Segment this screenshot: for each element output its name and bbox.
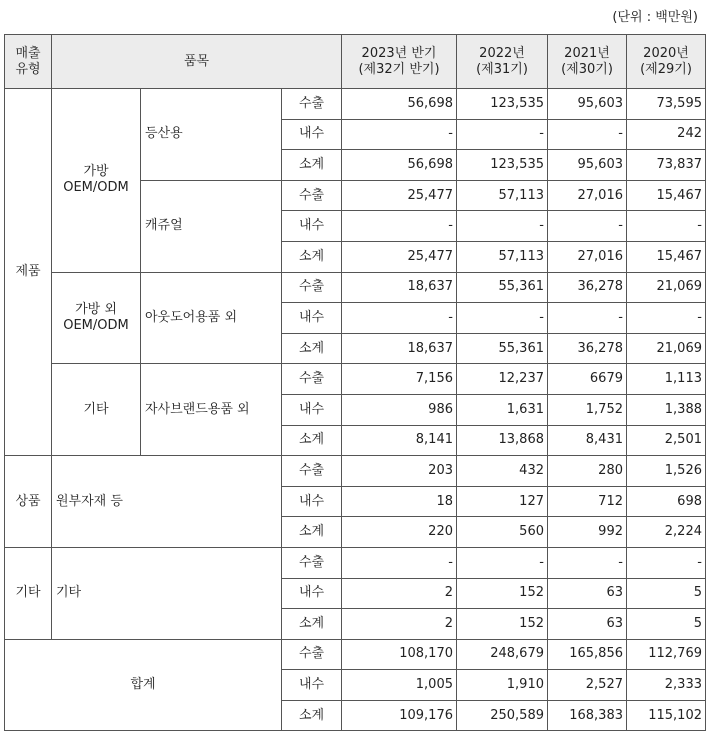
cell-value: 18,637 — [342, 272, 457, 303]
cell-value: 2 — [342, 609, 457, 640]
cell-value: 6679 — [548, 364, 627, 395]
cell-value: 152 — [457, 609, 548, 640]
table-row — [5, 89, 706, 120]
cell-value: 165,856 — [548, 639, 627, 670]
cell-value: 15,467 — [627, 241, 706, 272]
cell-value: 27,016 — [548, 241, 627, 272]
item-other: 기타 — [52, 547, 282, 639]
cell-value: 1,631 — [457, 394, 548, 425]
cell-value: 152 — [457, 578, 548, 609]
cell-value: 1,910 — [457, 670, 548, 701]
cell-value: 63 — [548, 609, 627, 640]
cell-value: 13,868 — [457, 425, 548, 456]
cell-value: 432 — [457, 456, 548, 487]
group-bag-oem — [52, 89, 141, 273]
group-bag-ex-oem — [52, 272, 141, 364]
row-kind-domestic: 내수 — [282, 303, 342, 334]
group-label-line2: OEM/ODM — [63, 317, 129, 333]
header-period-label: (제31기) — [476, 61, 528, 77]
header-year-label: 2020년 — [643, 45, 689, 61]
cell-value: 12,237 — [457, 364, 548, 395]
table-row — [5, 456, 706, 487]
cell-value: - — [342, 547, 457, 578]
cell-value: 112,769 — [627, 639, 706, 670]
header-period-label: (제29기) — [640, 61, 692, 77]
row-kind-domestic: 내수 — [282, 486, 342, 517]
cell-value: 25,477 — [342, 180, 457, 211]
item-hiking: 등산용 — [141, 89, 282, 181]
cell-value: 242 — [627, 119, 706, 150]
header-year-2022 — [457, 35, 548, 89]
cell-value: 280 — [548, 456, 627, 487]
item-merch: 원부자재 등 — [52, 456, 282, 548]
header-year-label: 2022년 — [479, 45, 525, 61]
cell-value: - — [342, 119, 457, 150]
cell-value: - — [627, 211, 706, 242]
cell-value: 63 — [548, 578, 627, 609]
row-kind-domestic: 내수 — [282, 211, 342, 242]
row-kind-subtotal: 소계 — [282, 425, 342, 456]
row-kind-export: 수출 — [282, 272, 342, 303]
header-sales-type-line1: 매출 — [15, 45, 41, 61]
cell-value: 220 — [342, 517, 457, 548]
cell-value: 123,535 — [457, 89, 548, 120]
table-row — [5, 639, 706, 670]
cell-value: 2 — [342, 578, 457, 609]
cell-value: 1,388 — [627, 394, 706, 425]
cell-value: 992 — [548, 517, 627, 548]
cell-value: 109,176 — [342, 700, 457, 731]
row-kind-domestic: 내수 — [282, 394, 342, 425]
cell-value: 108,170 — [342, 639, 457, 670]
row-kind-export: 수출 — [282, 180, 342, 211]
item-ownbrand: 자사브랜드용품 외 — [141, 364, 282, 456]
table-header — [5, 35, 706, 89]
row-kind-export: 수출 — [282, 456, 342, 487]
cell-value: - — [457, 303, 548, 334]
cell-value: 56,698 — [342, 150, 457, 181]
cell-value: 57,113 — [457, 180, 548, 211]
group-label-line2: OEM/ODM — [63, 180, 129, 196]
header-item: 품목 — [52, 35, 342, 89]
cell-value: 115,102 — [627, 700, 706, 731]
header-period-label: (제30기) — [561, 61, 613, 77]
total-label: 합계 — [5, 639, 282, 731]
cell-value: - — [548, 119, 627, 150]
type-merch: 상품 — [5, 456, 52, 548]
row-kind-subtotal: 소계 — [282, 333, 342, 364]
header-year-label: 2023년 반기 — [361, 45, 437, 61]
cell-value: 7,156 — [342, 364, 457, 395]
sales-table — [4, 34, 706, 731]
cell-value: 73,837 — [627, 150, 706, 181]
cell-value: 248,679 — [457, 639, 548, 670]
cell-value: 1,526 — [627, 456, 706, 487]
cell-value: - — [548, 547, 627, 578]
cell-value: - — [627, 547, 706, 578]
cell-value: 36,278 — [548, 272, 627, 303]
cell-value: 168,383 — [548, 700, 627, 731]
cell-value: 25,477 — [342, 241, 457, 272]
cell-value: 1,005 — [342, 670, 457, 701]
cell-value: 560 — [457, 517, 548, 548]
header-year-label: 2021년 — [564, 45, 610, 61]
row-kind-subtotal: 소계 — [282, 517, 342, 548]
row-kind-domestic: 내수 — [282, 119, 342, 150]
cell-value: 36,278 — [548, 333, 627, 364]
cell-value: 5 — [627, 578, 706, 609]
row-kind-domestic: 내수 — [282, 578, 342, 609]
cell-value: - — [457, 211, 548, 242]
header-sales-type-line2: 유형 — [15, 61, 41, 77]
cell-value: 203 — [342, 456, 457, 487]
cell-value: 250,589 — [457, 700, 548, 731]
cell-value: - — [342, 303, 457, 334]
group-label-line1: 가방 — [83, 164, 109, 180]
table-body — [5, 89, 706, 731]
cell-value: 27,016 — [548, 180, 627, 211]
header-period-label: (제32기 반기) — [358, 61, 440, 77]
cell-value: - — [548, 303, 627, 334]
row-kind-export: 수출 — [282, 89, 342, 120]
cell-value: 56,698 — [342, 89, 457, 120]
unit-note: (단위 : 백만원) — [612, 10, 698, 25]
header-year-2020 — [627, 35, 706, 89]
cell-value: 57,113 — [457, 241, 548, 272]
cell-value: - — [342, 211, 457, 242]
group-other-product: 기타 — [52, 364, 141, 456]
cell-value: 5 — [627, 609, 706, 640]
cell-value: 712 — [548, 486, 627, 517]
type-other: 기타 — [5, 547, 52, 639]
cell-value: 21,069 — [627, 333, 706, 364]
cell-value: 21,069 — [627, 272, 706, 303]
cell-value: 123,535 — [457, 150, 548, 181]
table-row — [5, 547, 706, 578]
cell-value: 8,431 — [548, 425, 627, 456]
cell-value: 18,637 — [342, 333, 457, 364]
cell-value: 55,361 — [457, 272, 548, 303]
row-kind-domestic: 내수 — [282, 670, 342, 701]
row-kind-subtotal: 소계 — [282, 609, 342, 640]
header-sales-type — [5, 35, 52, 89]
row-kind-export: 수출 — [282, 364, 342, 395]
row-kind-export: 수출 — [282, 639, 342, 670]
cell-value: 8,141 — [342, 425, 457, 456]
item-casual: 캐쥬얼 — [141, 180, 282, 272]
cell-value: 18 — [342, 486, 457, 517]
cell-value: 55,361 — [457, 333, 548, 364]
row-kind-export: 수출 — [282, 547, 342, 578]
cell-value: 1,752 — [548, 394, 627, 425]
cell-value: 2,527 — [548, 670, 627, 701]
header-year-2021 — [548, 35, 627, 89]
type-product: 제품 — [5, 89, 52, 456]
cell-value: 73,595 — [627, 89, 706, 120]
cell-value: - — [548, 211, 627, 242]
cell-value: 127 — [457, 486, 548, 517]
table-row — [5, 364, 706, 395]
cell-value: 2,501 — [627, 425, 706, 456]
cell-value: 95,603 — [548, 89, 627, 120]
cell-value: 15,467 — [627, 180, 706, 211]
item-outdoor: 아웃도어용품 외 — [141, 272, 282, 364]
row-kind-subtotal: 소계 — [282, 241, 342, 272]
header-year-2023h1 — [342, 35, 457, 89]
table-row — [5, 272, 706, 303]
cell-value: 2,224 — [627, 517, 706, 548]
cell-value: 1,113 — [627, 364, 706, 395]
cell-value: 986 — [342, 394, 457, 425]
cell-value: 698 — [627, 486, 706, 517]
cell-value: - — [457, 547, 548, 578]
row-kind-subtotal: 소계 — [282, 700, 342, 731]
cell-value: 95,603 — [548, 150, 627, 181]
cell-value: 2,333 — [627, 670, 706, 701]
group-label-line1: 가방 외 — [75, 301, 117, 317]
cell-value: - — [457, 119, 548, 150]
row-kind-subtotal: 소계 — [282, 150, 342, 181]
cell-value: - — [627, 303, 706, 334]
